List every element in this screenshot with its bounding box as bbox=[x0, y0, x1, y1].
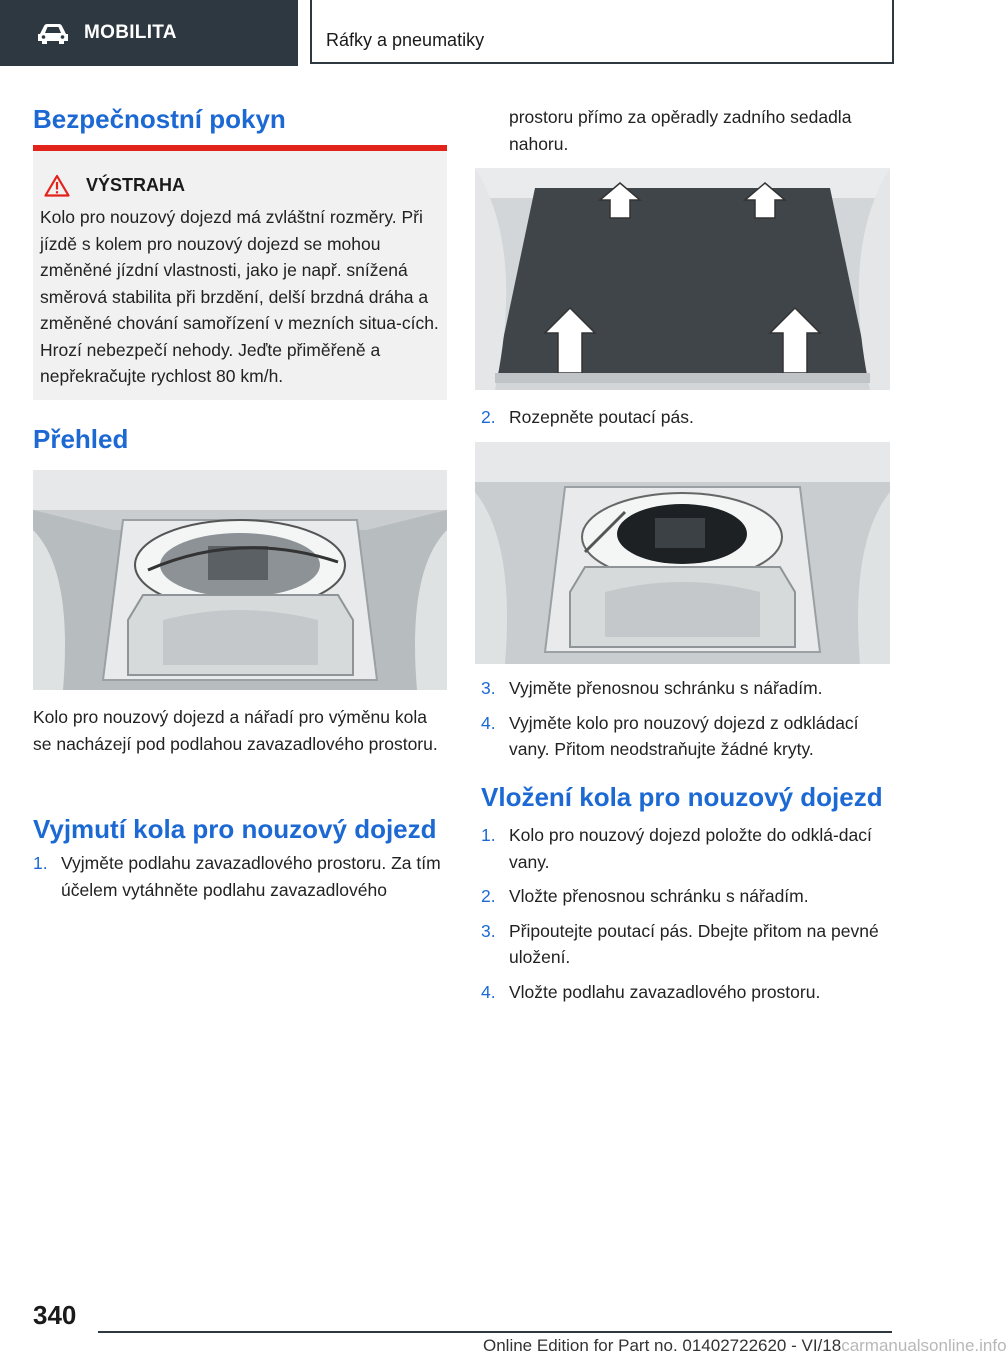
footer-rule bbox=[98, 1331, 892, 1333]
removal-steps-col2a bbox=[481, 404, 891, 439]
step-number: 2. bbox=[481, 407, 496, 427]
trunk-spare-wheel-image bbox=[33, 470, 447, 690]
car-icon bbox=[36, 23, 70, 45]
warning-title-row bbox=[44, 174, 185, 197]
insertion-step bbox=[481, 822, 891, 875]
edition-text: Online Edition for Part no. 01402722620 - VI/18 bbox=[483, 1336, 842, 1355]
step-number: 4. bbox=[481, 981, 496, 1002]
step1-continuation: prostoru přímo za opěradly zadního sedadla nahoru. bbox=[509, 107, 852, 154]
warning-triangle-icon bbox=[44, 174, 70, 197]
removal-step bbox=[481, 404, 891, 431]
step-text: Vyjměte podlahu zavazadlového prostoru. Za tím účelem vytáhněte podlahu zavazadlového bbox=[61, 853, 441, 900]
overview-heading: Přehled bbox=[33, 424, 129, 454]
step-text: Kolo pro nouzový dojezd položte do odklá-dací vany. bbox=[509, 825, 872, 872]
safety-heading: Bezpečnostní pokyn bbox=[33, 104, 286, 134]
insertion-step bbox=[481, 979, 891, 1006]
removal-step bbox=[481, 710, 891, 763]
step-text: Rozepněte poutací pás. bbox=[509, 407, 694, 427]
step-text: Vložte podlahu zavazadlového prostoru. bbox=[509, 981, 821, 1002]
insertion-heading: Vložení kola pro nouzový dojezd bbox=[481, 782, 883, 812]
section-label: MOBILITA bbox=[84, 22, 177, 43]
page-number: 340 bbox=[33, 1300, 77, 1330]
step-number: 3. bbox=[481, 678, 496, 698]
removal-heading: Vyjmutí kola pro nouzový dojezd bbox=[33, 814, 437, 844]
step-number: 2. bbox=[481, 886, 496, 906]
trunk-strap-image bbox=[475, 442, 890, 664]
watermark-text: carmanualsonline.info bbox=[841, 1336, 1007, 1355]
removal-step bbox=[481, 675, 891, 702]
insertion-step bbox=[481, 918, 891, 971]
footer-edition bbox=[483, 1336, 1007, 1356]
step-text: Vyjměte kolo pro nouzový dojezd z odkládací vany. Přitom neodstraňujte žádné kryty. bbox=[509, 712, 859, 759]
chapter-header bbox=[310, 0, 894, 64]
step-number: 3. bbox=[481, 920, 496, 941]
step-number: 1. bbox=[33, 853, 48, 873]
removal-steps-col2b bbox=[481, 675, 891, 771]
insertion-step bbox=[481, 883, 891, 910]
trunk-floor-lift-image bbox=[475, 168, 890, 390]
step-text: Vyjměte přenosnou schránku s nářadím. bbox=[509, 678, 823, 698]
removal-steps-col1 bbox=[33, 850, 447, 911]
insertion-steps bbox=[481, 822, 891, 1013]
warning-title: VÝSTRAHA bbox=[86, 175, 186, 195]
section-tab bbox=[0, 0, 298, 66]
step-number: 4. bbox=[481, 712, 496, 733]
step-text: Připoutejte poutací pás. Dbejte přitom na pevné uložení. bbox=[509, 920, 879, 967]
overview-text: Kolo pro nouzový dojezd a nářadí pro výměnu kola se nacházejí pod podlahou zavazadlového prostoru. bbox=[33, 707, 438, 754]
chapter-label: Ráfky a pneumatiky bbox=[326, 30, 485, 50]
step-number: 1. bbox=[481, 825, 496, 845]
step-text: Vložte přenosnou schránku s nářadím. bbox=[509, 886, 809, 906]
warning-text: Kolo pro nouzový dojezd má zvláštní rozměry. Při jízdě s kolem pro nouzový dojezd se mohou změněné jízdní vlastnosti, jako je např. snížená směrová stabilita při brzdění, delší brzdná dráha a změněné chování samořízení v mezních situa-cích. Hrozí nebezpečí nehody. Jeďte přiměřeně a nepřekračujte rychlost 80 km/h. bbox=[40, 207, 439, 386]
removal-step bbox=[33, 850, 447, 903]
